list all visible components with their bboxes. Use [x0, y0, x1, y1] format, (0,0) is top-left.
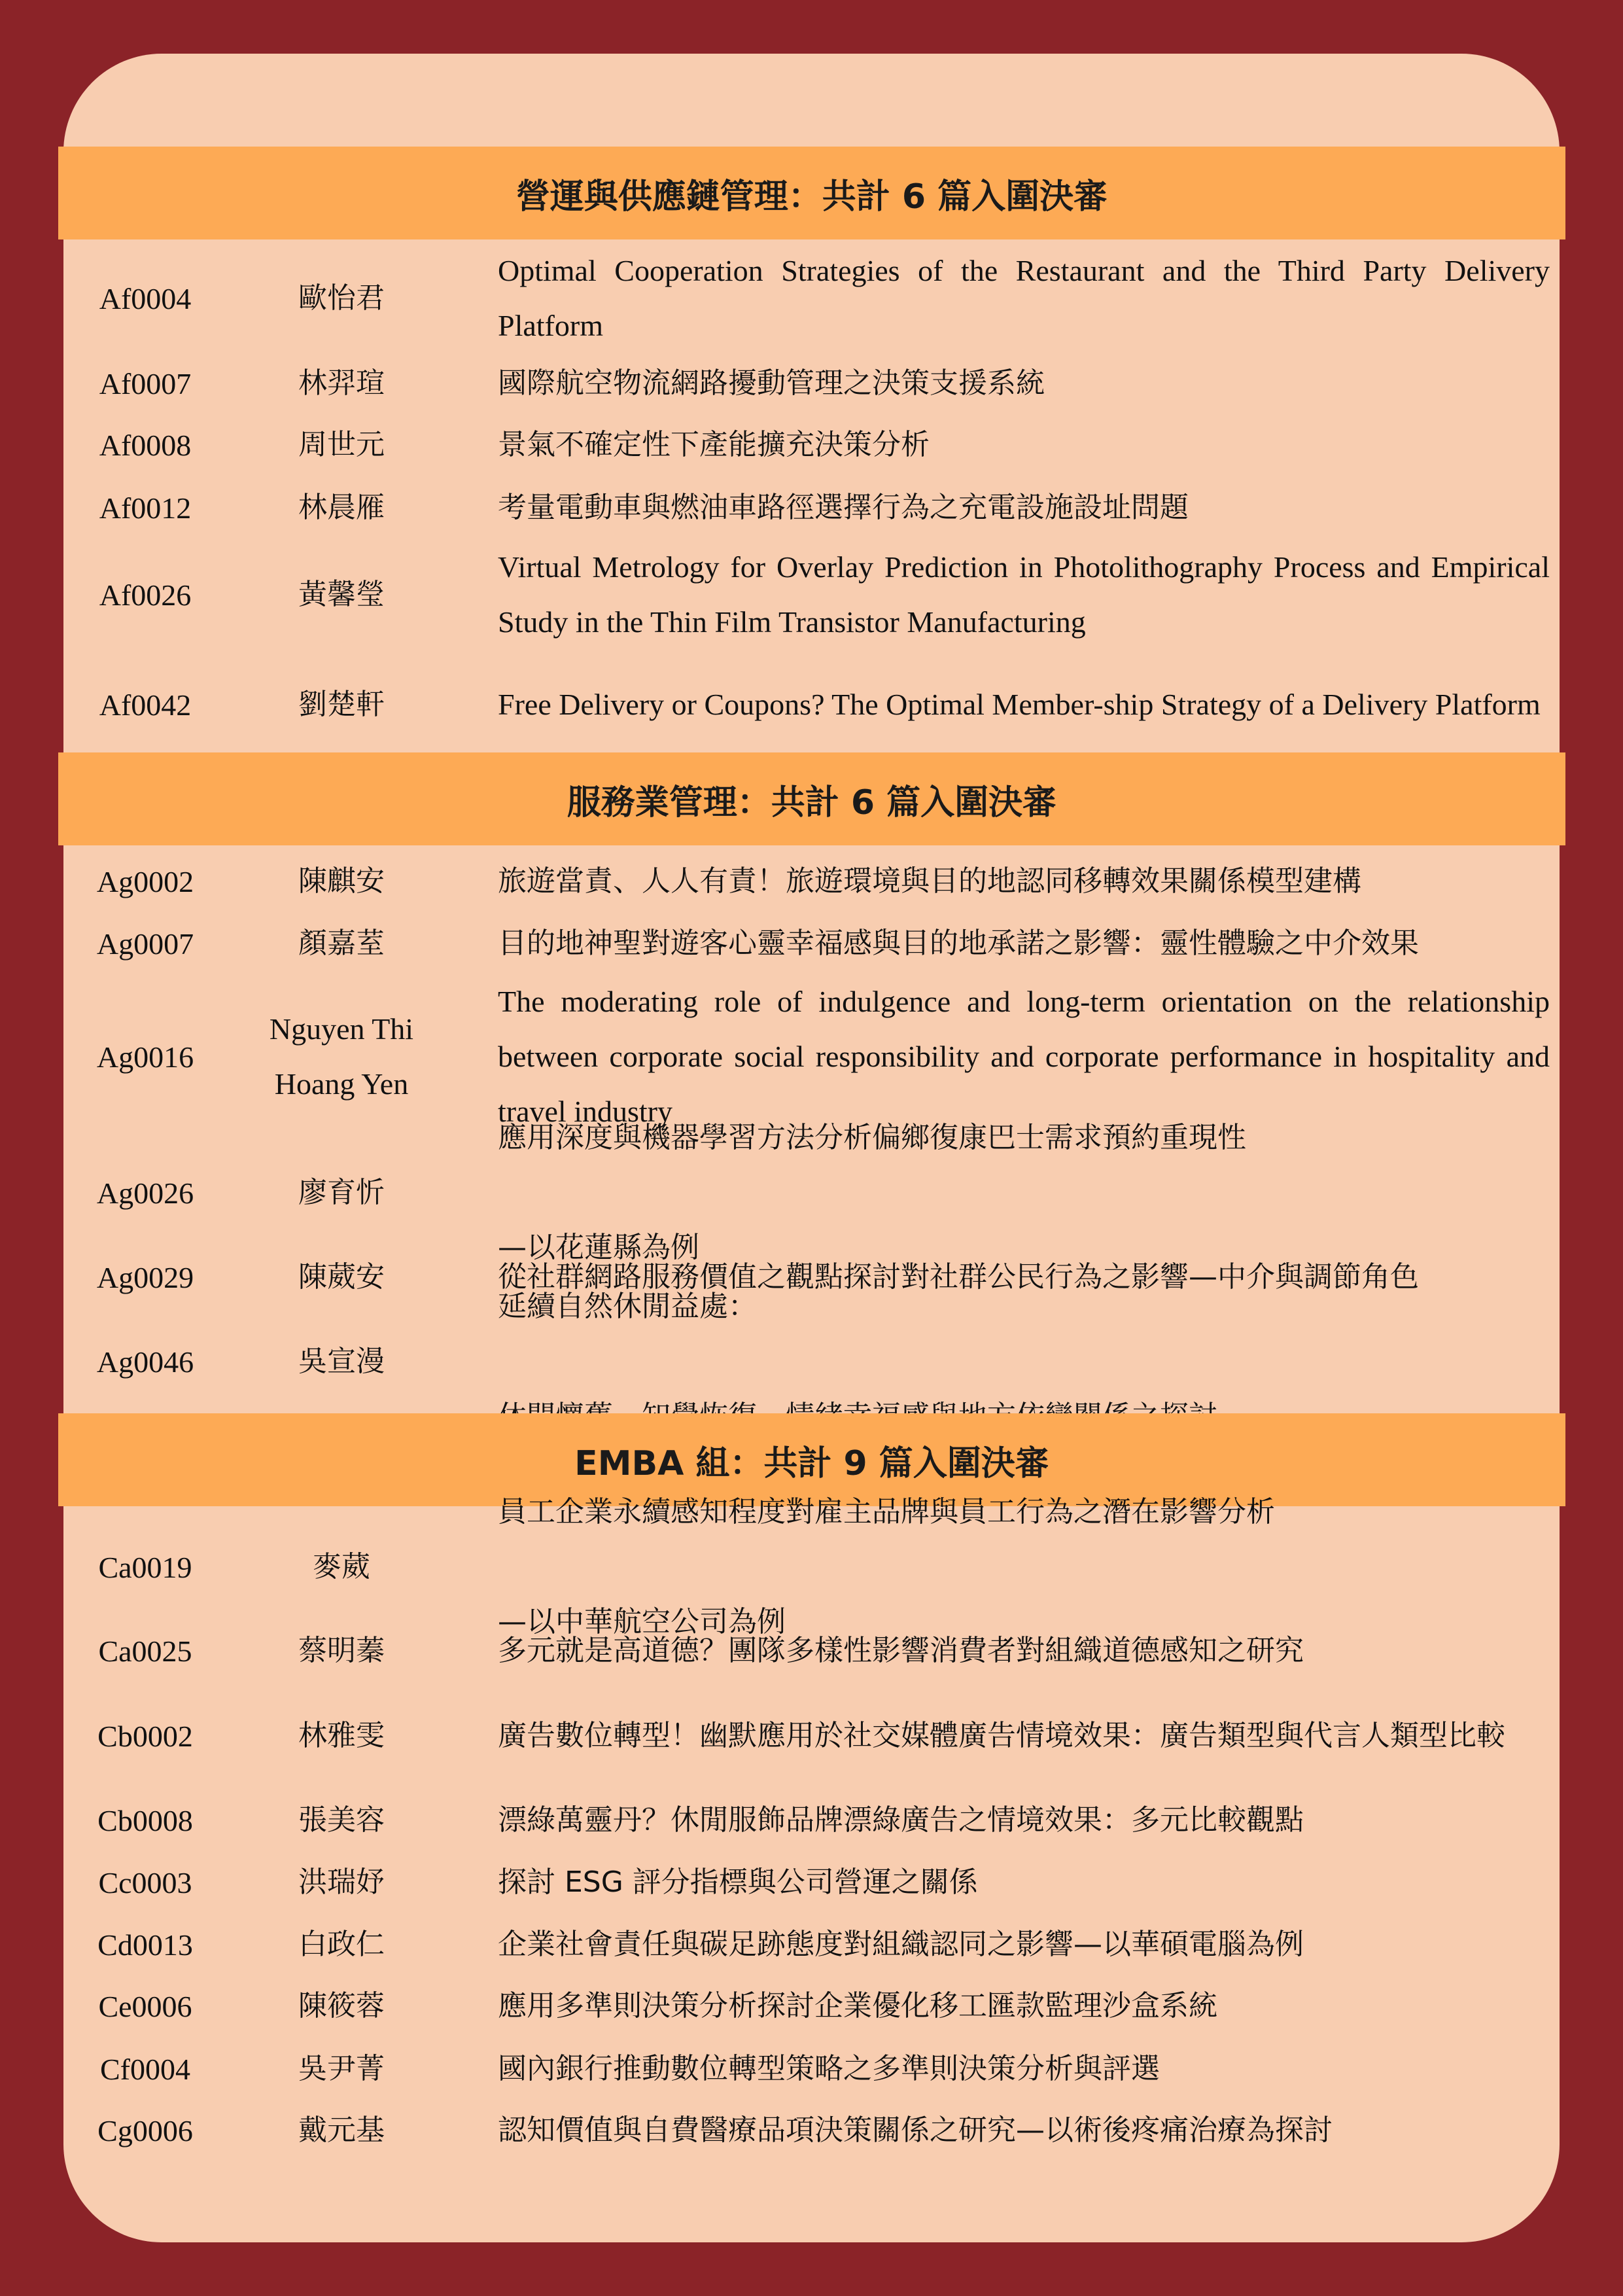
table-row	[63, 1290, 1560, 1416]
author-name: 林晨雁	[298, 491, 385, 524]
author-name: 陳葳安	[298, 1260, 385, 1294]
paper-title: Virtual Metrology for Overlay Prediction in Photolithography Process and Empirical Study in the Thin Film Transistor Manufacturing	[498, 550, 1550, 639]
paper-code: Ca0019	[98, 1550, 192, 1584]
author-name: 廖育忻	[298, 1176, 385, 1209]
paper-code: Ag0007	[96, 927, 194, 961]
paper-title: 旅遊當責、人人有責！旅遊環境與目的地認同移轉效果關係模型建構	[498, 864, 1361, 898]
author-name: 張美容	[298, 1803, 385, 1837]
paper-title: 漂綠萬靈丹？休閒服飾品牌漂綠廣告之情境效果：多元比較觀點	[498, 1803, 1304, 1837]
author-name: 蔡明蓁	[298, 1634, 385, 1667]
paper-code: Af0012	[99, 491, 192, 525]
author-name: 白政仁	[298, 1928, 385, 1961]
table-row	[63, 1793, 1560, 1848]
paper-title: 景氣不確定性下產能擴充決策分析	[498, 428, 930, 461]
table-row	[63, 1855, 1560, 1910]
table-row	[63, 540, 1560, 649]
author-name: 黃馨瑩	[298, 578, 385, 611]
paper-code: Ag0002	[96, 864, 194, 898]
paper-title: 認知價值與自費醫療品項決策關係之研究—以術後疼痛治療為探討	[498, 2113, 1333, 2147]
paper-title: The moderating role of indulgence and long-term orientation on the relationship between corporate social responsibility and corporate performance in hospitality and travel industry	[498, 985, 1550, 1128]
paper-title: Free Delivery or Coupons? The Optimal Member-ship Strategy of a Delivery Platform	[498, 688, 1541, 721]
table-row	[63, 650, 1560, 759]
author-name: 林羿瑄	[298, 366, 385, 400]
author-name: 洪瑞妤	[298, 1865, 385, 1899]
table-row	[63, 854, 1560, 909]
paper-title: 延續自然休閒益處：	[498, 1290, 757, 1323]
paper-title: 員工企業永續感知程度對雇主品牌與員工行為之潛在影響分析 —以中華航空公司為例	[498, 1495, 1275, 1638]
paper-title: 應用多準則決策分析探討企業優化移工匯款監理沙盒系統	[498, 1989, 1217, 2022]
table-row	[63, 1917, 1560, 1972]
paper-code: Cf0004	[100, 2052, 190, 2086]
paper-title: 從社群網路服務價值之觀點探討對社群公民行為之影響—中介與調節角色	[498, 1260, 1419, 1294]
paper-title: 目的地神聖對遊客心靈幸福感與目的地承諾之影響：靈性體驗之中介效果	[498, 927, 1419, 960]
author-name: 吳尹菁	[298, 2052, 385, 2085]
paper-code: Cg0006	[97, 2113, 193, 2147]
paper-code: Cc0003	[98, 1865, 192, 1899]
table-row	[63, 916, 1560, 971]
author-name: 陳筱蓉	[298, 1989, 385, 2022]
author-name: 麥葳	[313, 1550, 370, 1583]
table-row	[63, 1979, 1560, 2034]
table-row	[63, 1121, 1560, 1264]
paper-code: Af0004	[99, 281, 192, 315]
author-name: 陳麒安	[298, 864, 385, 898]
paper-code: Af0026	[99, 578, 192, 612]
paper-title: 廣告數位轉型！幽默應用於社交媒體廣告情境效果：廣告類型與代言人類型比較	[498, 1719, 1505, 1752]
paper-code: Cd0013	[97, 1928, 193, 1962]
paper-title: 探討 ESG 評分指標與公司營運之關係	[498, 1865, 978, 1899]
paper-title: 多元就是高道德？團隊多樣性影響消費者對組織道德感知之研究	[498, 1634, 1304, 1667]
section-header-emba: EMBA 組：共計 9 篇入圍決審	[58, 1413, 1565, 1506]
author-name: 林雅雯	[298, 1719, 385, 1752]
paper-code: Ce0006	[98, 1989, 192, 2023]
paper-title: 國際航空物流網路擾動管理之決策支援系統	[498, 366, 1045, 400]
author-name: Nguyen Thi Hoang Yen	[269, 1012, 414, 1101]
paper-title: 國內銀行推動數位轉型策略之多準則決策分析與評選	[498, 2052, 1160, 2085]
paper-title: 應用深度與機器學習方法分析偏鄉復康巴士需求預約重現性 —以花蓮縣為例	[498, 1121, 1246, 1264]
paper-code: Ca0025	[98, 1634, 192, 1668]
paper-code: Ag0026	[96, 1176, 194, 1210]
table-row	[63, 480, 1560, 535]
paper-code: Ag0029	[96, 1260, 194, 1294]
paper-code: Cb0008	[97, 1803, 193, 1837]
table-row	[63, 246, 1560, 351]
paper-code: Af0008	[99, 428, 192, 462]
section-header-operations: 營運與供應鏈管理：共計 6 篇入圍決審	[58, 147, 1565, 239]
table-row	[63, 2103, 1560, 2158]
table-row	[63, 2041, 1560, 2096]
table-row	[63, 1495, 1560, 1638]
paper-title: 企業社會責任與碳足跡態度對組織認同之影響—以華碩電腦為例	[498, 1928, 1304, 1961]
author-name: 周世元	[298, 428, 385, 461]
author-name: 吳宣漫	[298, 1345, 385, 1378]
table-row	[63, 1682, 1560, 1790]
table-row	[63, 356, 1560, 411]
table-row	[63, 1623, 1560, 1678]
paper-title: Optimal Cooperation Strategies of the Restaurant and the Third Party Delivery Platform	[498, 254, 1550, 342]
paper-title: 考量電動車與燃油車路徑選擇行為之充電設施設址問題	[498, 491, 1189, 524]
author-name: 歐怡君	[298, 281, 385, 315]
table-row	[63, 417, 1560, 472]
paper-code: Af0042	[99, 688, 192, 722]
author-name: 顏嘉荎	[298, 927, 385, 960]
author-name: 劉楚軒	[298, 688, 385, 721]
author-name: 戴元基	[298, 2113, 385, 2147]
paper-code: Cb0002	[97, 1719, 193, 1753]
paper-code: Ag0016	[96, 1040, 194, 1074]
section-header-service: 服務業管理：共計 6 篇入圍決審	[58, 752, 1565, 845]
paper-code: Af0007	[99, 366, 192, 400]
paper-code: Ag0046	[96, 1345, 194, 1379]
